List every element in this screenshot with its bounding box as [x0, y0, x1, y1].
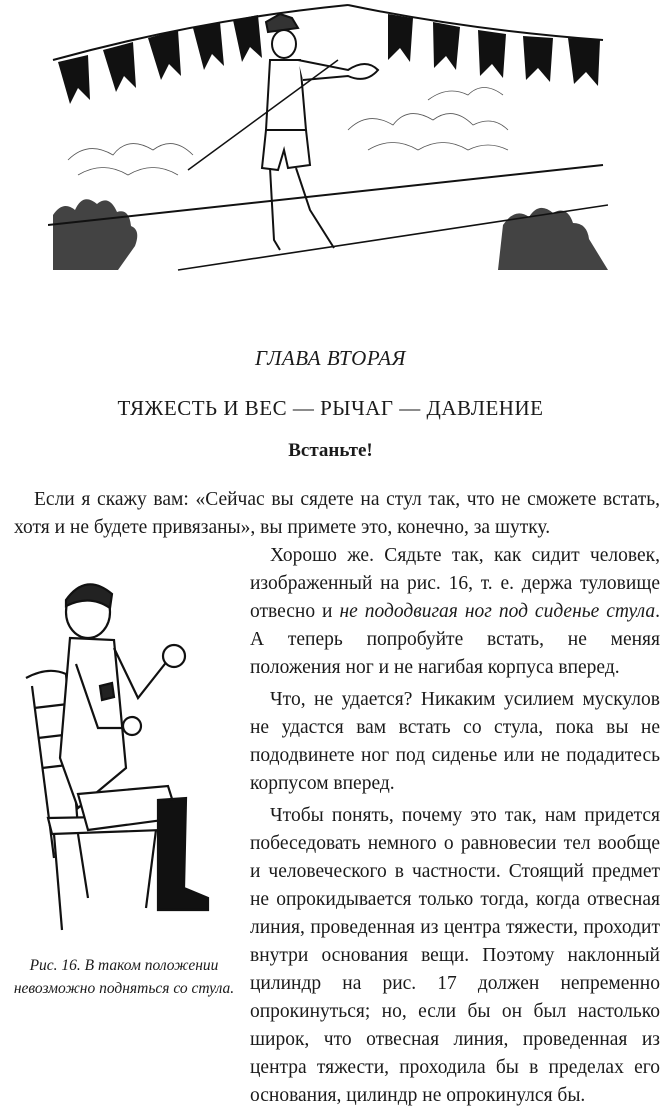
seated-man-figure	[18, 568, 228, 938]
chapter-title: ТЯЖЕСТЬ И ВЕС — РЫЧАГ — ДАВЛЕНИЕ	[117, 396, 544, 420]
chapter-label: ГЛАВА ВТОРАЯ	[255, 346, 406, 370]
intro-paragraph: Если я скажу вам: «Сейчас вы сядете на стул так, что не сможете встать, хотя и не будете привязаны», вы примете это, конечно, за шутку.	[14, 489, 660, 538]
paragraph-1-part-b: . А теперь попробуйте встать, не меняя положения ног и не нагибая корпуса вперед.	[250, 601, 660, 678]
section-title: Встаньте!	[288, 440, 373, 461]
text-column	[250, 542, 660, 1114]
paragraph-1-italic: не пододвигая ног под сиденье стула	[339, 601, 656, 622]
paragraph-3: Чтобы понять, почему это так, нам придется побеседовать немного о равновесии тел вообще и человеческого в частности. Стоящий предмет не опрокидывается только тогда, когда отвесная линия, проведенная из центра тяжести, проходит внутри основания вещи. Поэтому наклонный цилиндр на рис. 17 должен непременно опрокинуться; но, если бы он был настолько широк, что отвесная линия, проведенная из центра тяжести, проходила бы в пределах его основания, цилиндр не опрокинулся бы.	[250, 805, 660, 1106]
paragraph-2: Что, не удается? Никаким усилием мускулов не удастся вам встать со стула, пока вы не пододвинете ног под сиденье или не подадитесь корпусом вперед.	[250, 689, 660, 794]
paragraph-1-part-a: Хорошо же. Сядьте так, как сидит человек, изображенный на рис. 16, т. е. держа туловище отвесно и	[250, 545, 660, 622]
figure-caption: Рис. 16. В таком положении невозможно подняться со стула.	[13, 957, 235, 997]
paragraph-1	[250, 542, 660, 682]
tightrope-walker-illustration	[48, 0, 608, 280]
